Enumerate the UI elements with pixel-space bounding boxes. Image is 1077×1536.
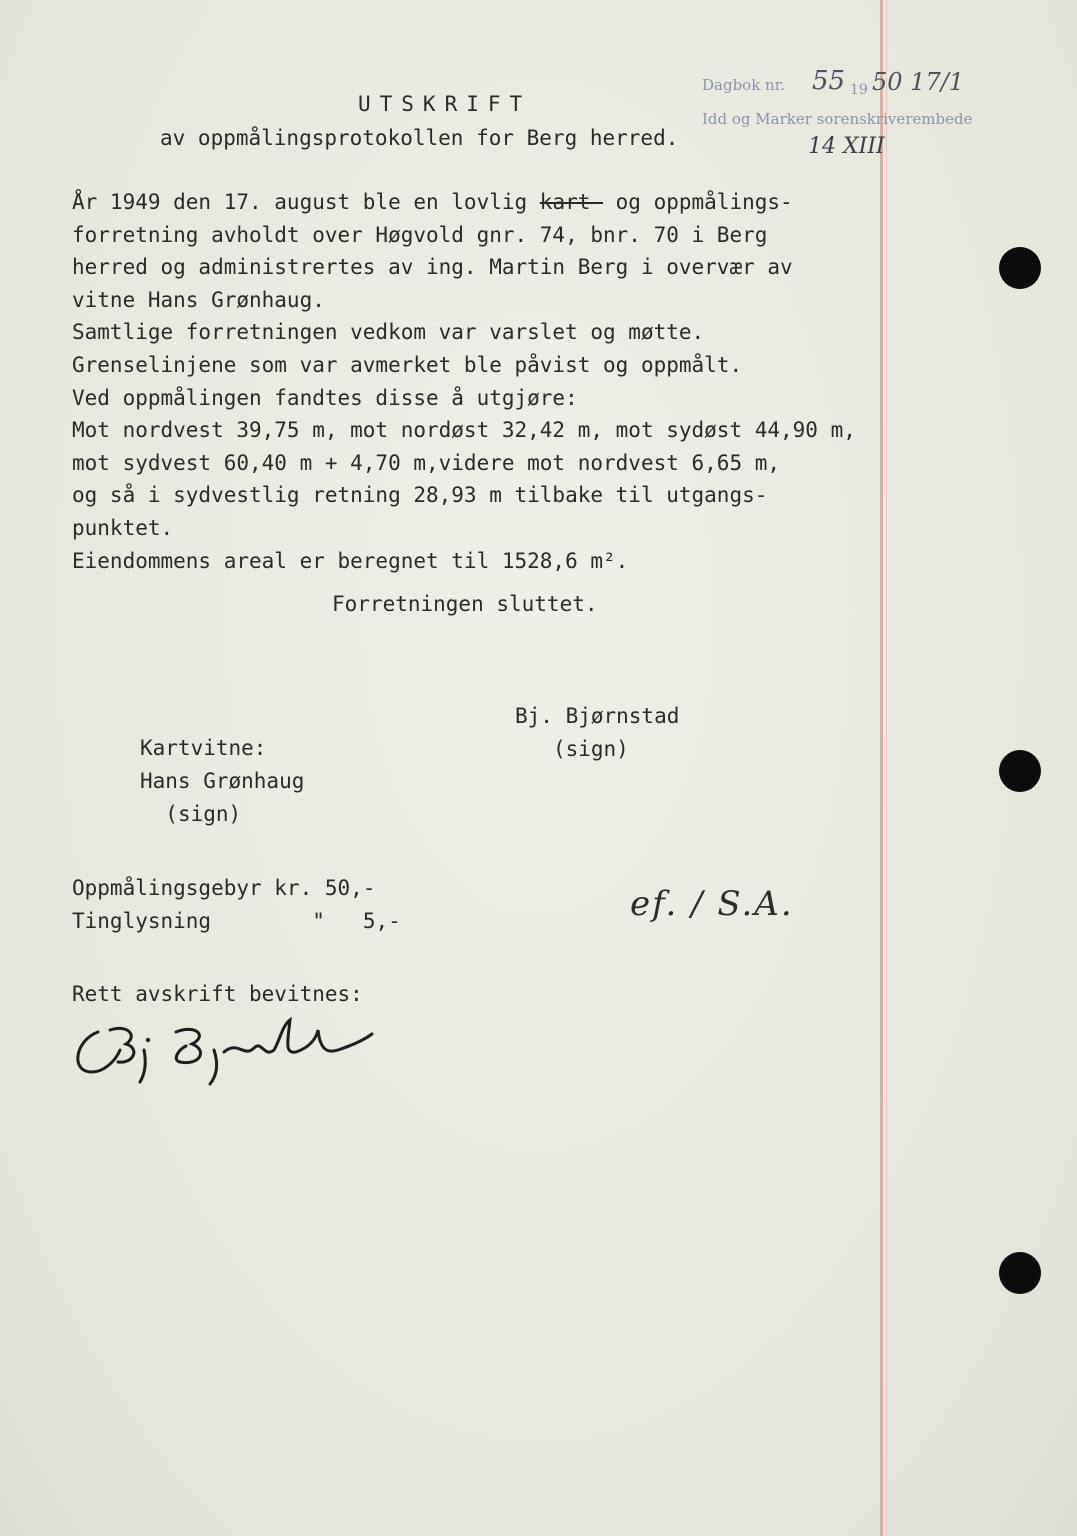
margin-rule [880,0,883,1536]
registry-stamp [700,66,1020,159]
stamp-office: Idd og Marker sorenskriverembede [702,110,973,128]
handwritten-signature [68,1010,388,1090]
certification-line: Rett avskrift bevitnes: [72,982,363,1006]
ditto-mark: " [312,909,325,933]
body-line: forretning avholdt over Høgvold gnr. 74, bnr. 70 i Berg [72,222,768,247]
witness-block [140,732,304,831]
body-line: Ved oppmålingen fandtes disse å utgjøre: [72,385,578,410]
body-line: Mot nordvest 39,75 m, mot nordøst 32,42 m, mot sydøst 44,90 m, [72,418,856,443]
fee-label: Oppmålingsgebyr kr. [72,876,313,900]
witness-sign: (sign) [165,802,242,826]
witness-label: Kartvitne: [140,736,267,760]
body-line: Samtlige forretningen vedkom var varslet og møtte. [72,320,705,345]
fee-label: Tinglysning [72,909,212,933]
fees-block [72,872,401,938]
fee-value: 50,- [324,876,376,900]
document-body [72,186,856,577]
signatory-sign: (sign) [552,737,629,761]
handwritten-initials: ef. / S.A. [630,884,794,924]
document-title: UTSKRIFT [358,92,532,116]
stamp-year-prefix: 19 [850,82,868,98]
body-line: og så i sydvestlig retning 28,93 m tilbake til utgangs- [72,483,768,508]
body-line: herred og administrertes av ing. Martin Berg i overvær av [72,255,793,280]
margin-rule-secondary [886,0,887,1536]
fee-value: 5,- [362,909,401,933]
body-line: mot sydvest 60,40 m + 4,70 m,videre mot nordvest 6,65 m, [72,450,781,475]
closing-statement: Forretningen sluttet. [332,592,598,616]
body-line: punktet. [72,515,174,540]
body-line: Eiendommens areal er beregnet til 1528,6 m². [72,548,629,573]
stamp-prefix: Dagbok nr. [702,76,786,94]
body-line: vitne Hans Grønhaug. [72,287,325,312]
document-subtitle: av oppmålingsprotokollen for Berg herred. [160,126,679,150]
punch-hole [999,1252,1041,1294]
body-line: Grenselinjene som var avmerket ble påvist og oppmålt. [72,352,743,377]
punch-hole [999,247,1041,289]
punch-hole [999,750,1041,792]
stamp-number: 55 [812,66,846,96]
signatory-name: Bj. Bjørnstad [515,704,680,728]
stamp-date: 50 17/1 [872,68,965,96]
stamp-handwritten-ref: 14 XIII [808,134,885,159]
struck-word: kart- [539,190,604,214]
witness-name: Hans Grønhaug [140,769,305,793]
signatory-block [515,700,679,766]
body-line: År 1949 den 17. august ble en lovlig kart- og oppmålings- [72,190,793,214]
